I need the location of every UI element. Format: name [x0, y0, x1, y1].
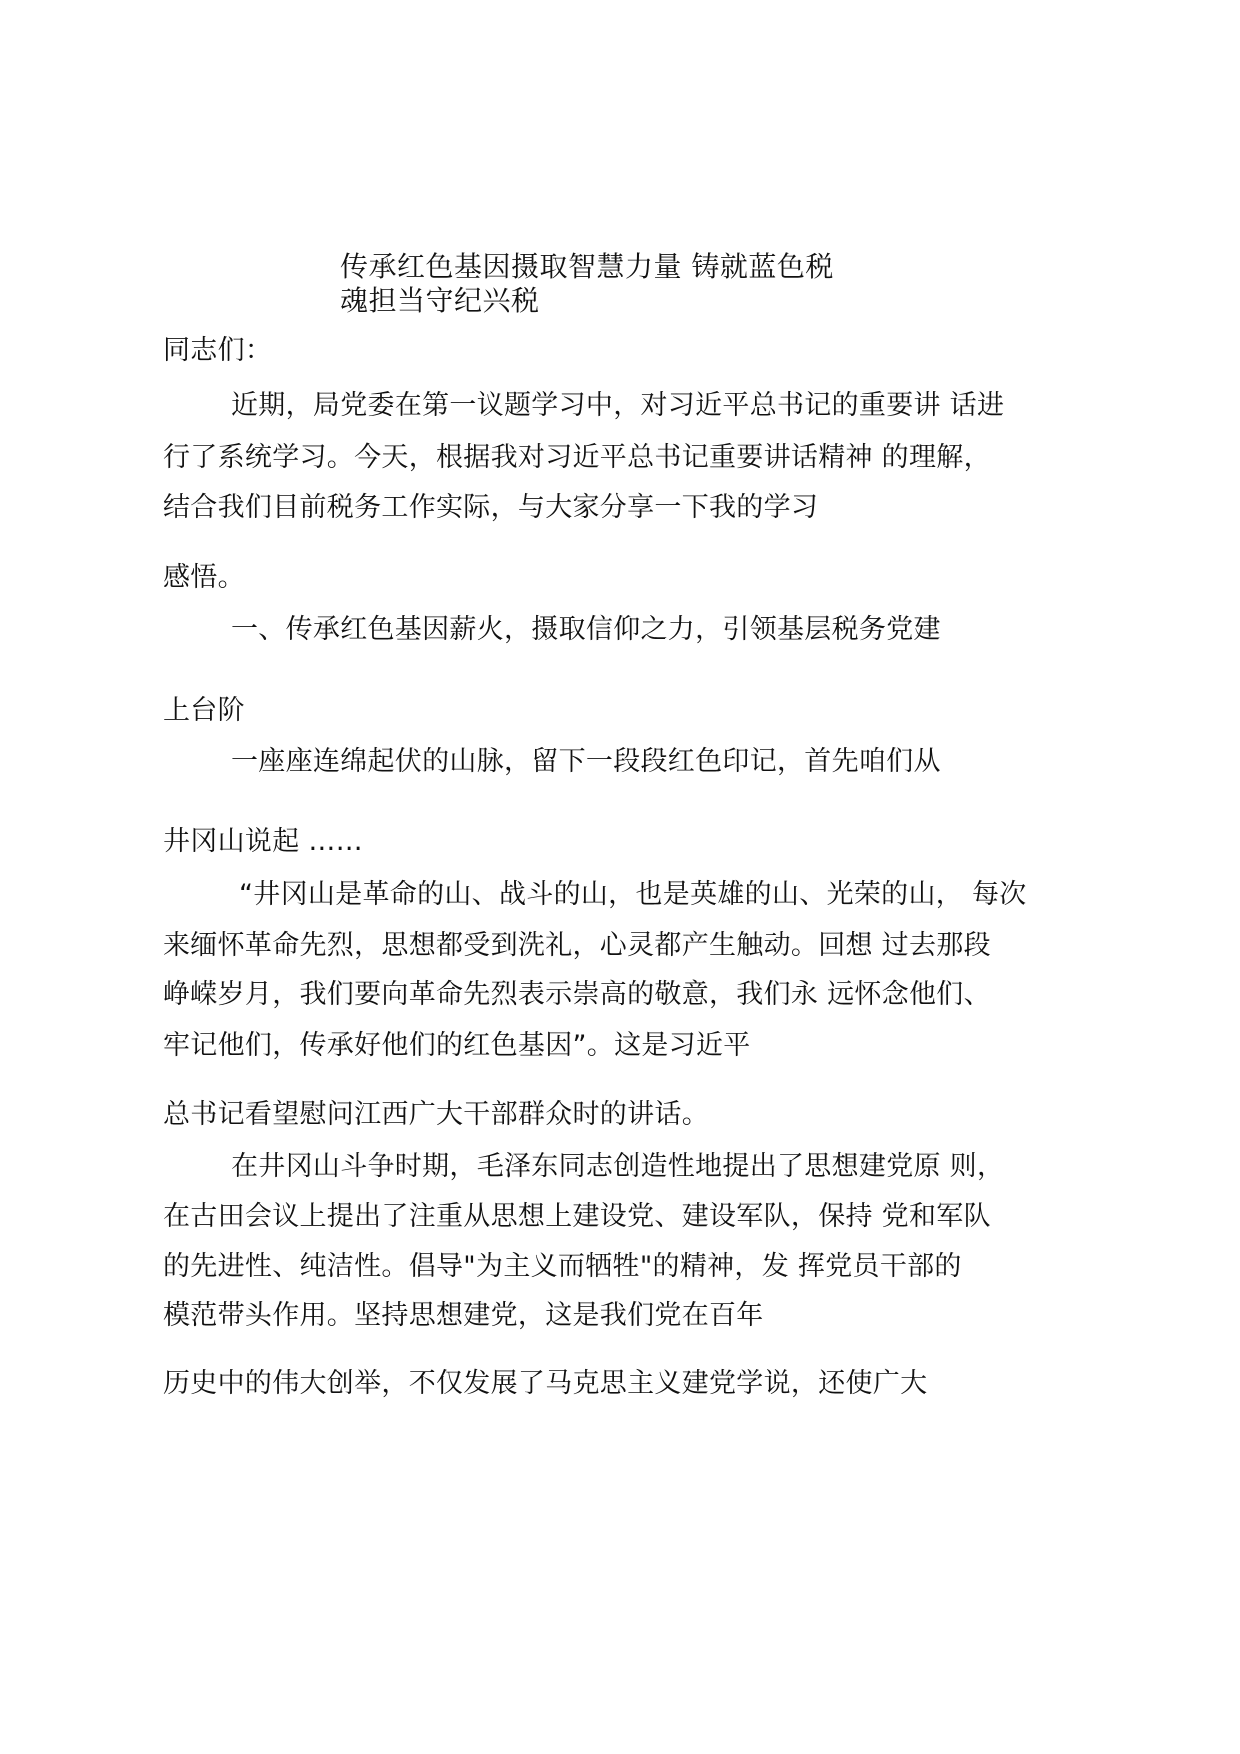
title-line-2: 魂担当守纪兴税: [340, 284, 540, 317]
title-line-1: 传承红色基因摄取智慧力量 铸就蓝色税: [340, 250, 834, 283]
paragraph-1-line-3: 结合我们目前税务工作实际，与大家分享一下我的学习: [163, 492, 819, 523]
paragraph-4-line-4: 模范带头作用。坚持思想建党，这是我们党在百年: [163, 1300, 764, 1331]
paragraph-3-line-5: 总书记看望慰问江西广大干部群众时的讲话。: [163, 1099, 709, 1130]
paragraph-3-line-4: 牢记他们，传承好他们的红色基因”。这是习近平: [163, 1030, 751, 1061]
paragraph-4-line-2: 在古田会议上提出了注重从思想上建设党、建设军队，保持 党和军队: [163, 1201, 991, 1232]
paragraph-4-line-1: 在井冈山斗争时期，毛泽东同志创造性地提出了思想建党原 则，: [231, 1151, 1005, 1182]
paragraph-1-line-1: 近期，局党委在第一议题学习中，对习近平总书记的重要讲 话进: [231, 390, 1005, 421]
heading-1-line-1: 一、传承红色基因薪火，摄取信仰之力，引领基层税务党建: [231, 614, 941, 645]
heading-1-line-2: 上台阶: [163, 695, 245, 726]
paragraph-3-line-2: 来缅怀革命先烈，思想都受到洗礼，心灵都产生触动。回想 过去那段: [163, 930, 991, 961]
paragraph-2-line-2: 井冈山说起 ……: [163, 826, 363, 857]
paragraph-4-line-3: 的先进性、纯洁性。倡导"为主义而牺牲"的精神，发 挥党员干部的: [163, 1251, 962, 1282]
paragraph-3-line-1: “井冈山是革命的山、战斗的山，也是英雄的山、光荣的山， 每次: [239, 879, 1027, 910]
paragraph-1-line-4: 感悟。: [163, 562, 245, 593]
paragraph-3-line-3: 峥嵘岁月，我们要向革命先烈表示崇高的敬意，我们永 远怀念他们、: [163, 979, 991, 1010]
paragraph-2-line-1: 一座座连绵起伏的山脉，留下一段段红色印记，首先咱们从: [231, 746, 941, 777]
paragraph-1-line-2: 行了系统学习。今天，根据我对习近平总书记重要讲话精神 的理解，: [163, 442, 991, 473]
paragraph-4-line-5: 历史中的伟大创举，不仅发展了马克思主义建党学说，还使广大: [163, 1368, 928, 1399]
salutation: 同志们：: [163, 335, 273, 366]
document-title: [340, 250, 940, 318]
